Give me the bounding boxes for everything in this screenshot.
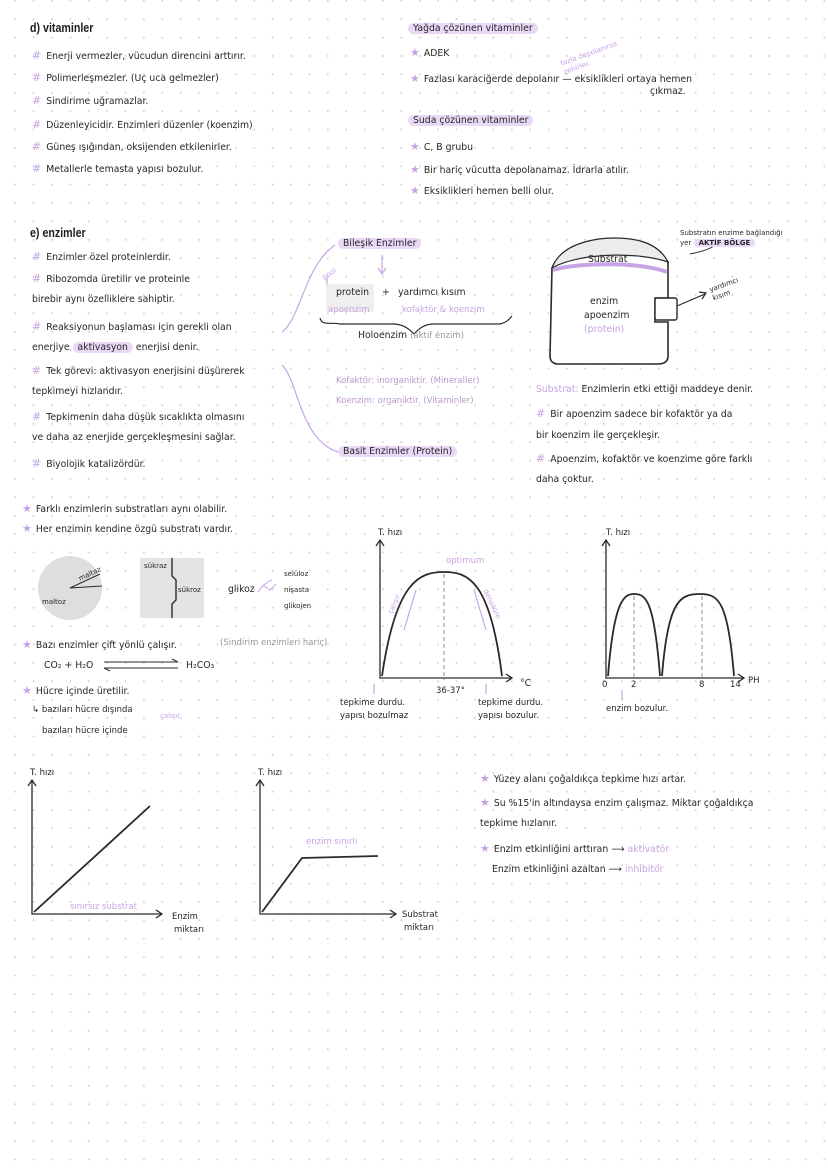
- vitamins-heading: d) vitaminler: [30, 20, 94, 35]
- list-item: # Düzenleyicidir. Enzimleri düzenler (koenzim): [32, 118, 253, 131]
- maltoz-label: maltoz: [42, 598, 66, 606]
- ph-y-label: T. hızı: [606, 528, 631, 538]
- list-item: ★ Fazlası karaciğerde depolanır — eksiklikleri ortaya hemen: [410, 72, 693, 85]
- right-bottom-2: yapısı bozulur.: [478, 711, 540, 721]
- substrate-definition: Substrat: Enzimlerin etki ettiği maddeye denir.: [536, 384, 754, 395]
- digestion-note: (Sindirim enzimleri hariç): [220, 638, 328, 648]
- left-bottom-1: tepkime durdu.: [340, 698, 406, 708]
- linear-x-label-1: Enzim: [172, 912, 198, 922]
- plateau-x-label-1: Substrat: [402, 910, 438, 920]
- helper-diagram-label: yardımcı kısım: [708, 276, 740, 303]
- enzyme-label: enzim: [590, 296, 619, 307]
- list-item: ★ C, B grubu: [410, 140, 474, 153]
- maltaz-label: maltaz: [77, 565, 103, 583]
- list-item: # Metallerle temasta yapısı bozulur.: [32, 162, 204, 175]
- pool-label: pool: [321, 266, 338, 282]
- list-item: # Güneş ışığından, oksijenden etkilenirler.: [32, 140, 232, 153]
- simple-enzymes-label: Basit Enzimler (Protein): [338, 446, 457, 457]
- ph-x-label: PH: [748, 676, 760, 686]
- list-item: # Bir apoenzim sadece bir kofaktör ya da: [536, 407, 733, 420]
- optimum-label: optimum: [446, 556, 485, 566]
- list-item: ★ Yüzey alanı çoğaldıkça tepkime hızı artar.: [480, 772, 687, 785]
- apoenzim-label: apoenzim: [328, 305, 370, 315]
- plus-sign: +: [382, 287, 390, 298]
- apoenzim-diagram-label: apoenzim: [584, 310, 630, 321]
- center-label: 36-37°: [436, 686, 465, 696]
- plateau-y-label: T. hızı: [258, 768, 283, 778]
- temp-y-label: T. hızı: [378, 528, 403, 538]
- list-item: ve daha az enerjide gerçekleşmesini sağlar.: [32, 432, 236, 443]
- nisasta-label: nişasta: [284, 586, 309, 594]
- list-item: # Polimerleşmezler. (Uç uca gelmezler): [32, 71, 219, 84]
- list-item: # Sindirime uğramazlar.: [32, 94, 149, 107]
- right-bottom-1: tepkime durdu.: [478, 698, 544, 708]
- list-item: # Ribozomda üretilir ve proteinle: [32, 272, 190, 285]
- list-item: ★ Eksiklikleri hemen belli olur.: [410, 184, 554, 197]
- list-item: # Apoenzim, kofaktör ve koenzime göre farklı: [536, 452, 753, 465]
- list-item: # Enzimler özel proteinlerdir.: [32, 250, 171, 263]
- sub-line-inside: bazıları hücre içinde: [42, 726, 128, 736]
- kofaktor-koenzim-label: kofaktör & koenzim: [402, 305, 485, 315]
- compound-enzymes-label: Bileşik Enzimler: [338, 238, 421, 249]
- linear-x-label-2: miktarı: [174, 925, 204, 935]
- koenzim-definition: Koenzim: organiktir. (Vitaminler): [336, 396, 474, 406]
- list-item: Enzim etkinliğini azaltan ⟶ inhibitör: [492, 864, 664, 875]
- list-item: tepkime hızlanır.: [480, 818, 557, 829]
- equation-left: CO₂ + H₂O: [44, 660, 94, 671]
- ph-tick-14: 14: [730, 680, 741, 690]
- sukroz-label: sükroz: [178, 586, 201, 594]
- left-bottom-2: yapısı bozulmaz: [340, 711, 409, 721]
- protein-part-label: protein: [336, 287, 370, 298]
- list-item: # Biyolojik katalizördür.: [32, 457, 146, 470]
- enzymes-heading: e) enzimler: [30, 225, 86, 240]
- sub-note: çalışır: [160, 712, 181, 720]
- list-item: birebir aynı özelliklere sahiptir.: [32, 294, 175, 305]
- list-item: enerjiye aktivasyon enerjisi denir.: [32, 342, 199, 353]
- water-vitamins-heading: Suda çözünen vitaminler: [408, 115, 533, 126]
- glikoz-label: glikoz: [228, 584, 255, 595]
- fat-vitamins-heading: Yağda çözünen vitaminler: [408, 23, 538, 34]
- holoenzim-label: Holoenzim (aktif enzim): [358, 330, 464, 341]
- list-item: daha çoktur.: [536, 474, 594, 485]
- plateau-note: enzim sınırlı: [306, 837, 358, 847]
- helper-part-label: yardımcı kısım: [398, 287, 466, 298]
- list-item: ★ Farklı enzimlerin substratları aynı olabilir.: [22, 502, 228, 515]
- fat-continuation: çıkmaz.: [650, 86, 686, 97]
- list-item: # Enerji vermezler, vücudun direncini arttırır.: [32, 49, 246, 62]
- list-item: ★ Enzim etkinliğini arttıran ⟶ aktivatör: [480, 842, 670, 855]
- substrate-label: Substrat: [588, 254, 628, 265]
- list-item: ★ ADEK: [410, 46, 450, 59]
- up-note: çalışır: [386, 593, 403, 615]
- temp-x-label: °C: [520, 678, 532, 689]
- list-item: ★ Bazı enzimler çift yönlü çalışır.: [22, 638, 177, 651]
- list-item: ★ Bir hariç vücutta depolanamaz. İdrarla atılır.: [410, 163, 629, 176]
- list-item: # Reaksiyonun başlaması için gerekli olan: [32, 320, 232, 333]
- plateau-x-label-2: miktarı: [404, 923, 434, 933]
- ph-tick-0: 0: [602, 680, 608, 690]
- selluloz-label: selüloz: [284, 570, 309, 578]
- glikojen-label: glikojen: [284, 602, 312, 610]
- list-item: ★ Her enzimin kendine özgü substratı vardır.: [22, 522, 234, 535]
- list-item: bir koenzim ile gerçekleşir.: [536, 430, 661, 441]
- sukraz-label: sükraz: [144, 562, 167, 570]
- list-item: ★ Su %15'in altındaysa enzim çalışmaz. Miktar çoğaldıkça: [480, 796, 754, 809]
- active-site-note: Substratın enzime bağlandığı yer AKTİF BÖLGE: [680, 229, 783, 247]
- kofaktor-definition: Kofaktör: inorganiktir. (Mineraller): [336, 376, 480, 386]
- protein-diagram-label: (protein): [584, 324, 625, 335]
- list-item: tepkimeyi hızlandır.: [32, 386, 123, 397]
- list-item: ★ Hücre içinde üretilir.: [22, 684, 130, 697]
- list-item: # Tepkimenin daha düşük sıcaklıkta olmasını: [32, 410, 245, 423]
- ph-bottom-note: enzim bozulur.: [606, 704, 669, 714]
- ph-tick-2: 2: [631, 680, 637, 690]
- linear-y-label: T. hızı: [30, 768, 55, 778]
- sub-line-outside: ↳ bazıları hücre dışında: [32, 705, 133, 715]
- list-item: # Tek görevi: aktivasyon enerjisini düşürerek: [32, 364, 245, 377]
- down-note: denatüre: [481, 587, 503, 621]
- linear-note: sınırsız substrat: [70, 902, 137, 912]
- fat-note: fazla depolanırsa zehirler.: [559, 39, 619, 77]
- equation-right: H₂CO₃: [186, 660, 215, 671]
- ph-tick-8: 8: [699, 680, 705, 690]
